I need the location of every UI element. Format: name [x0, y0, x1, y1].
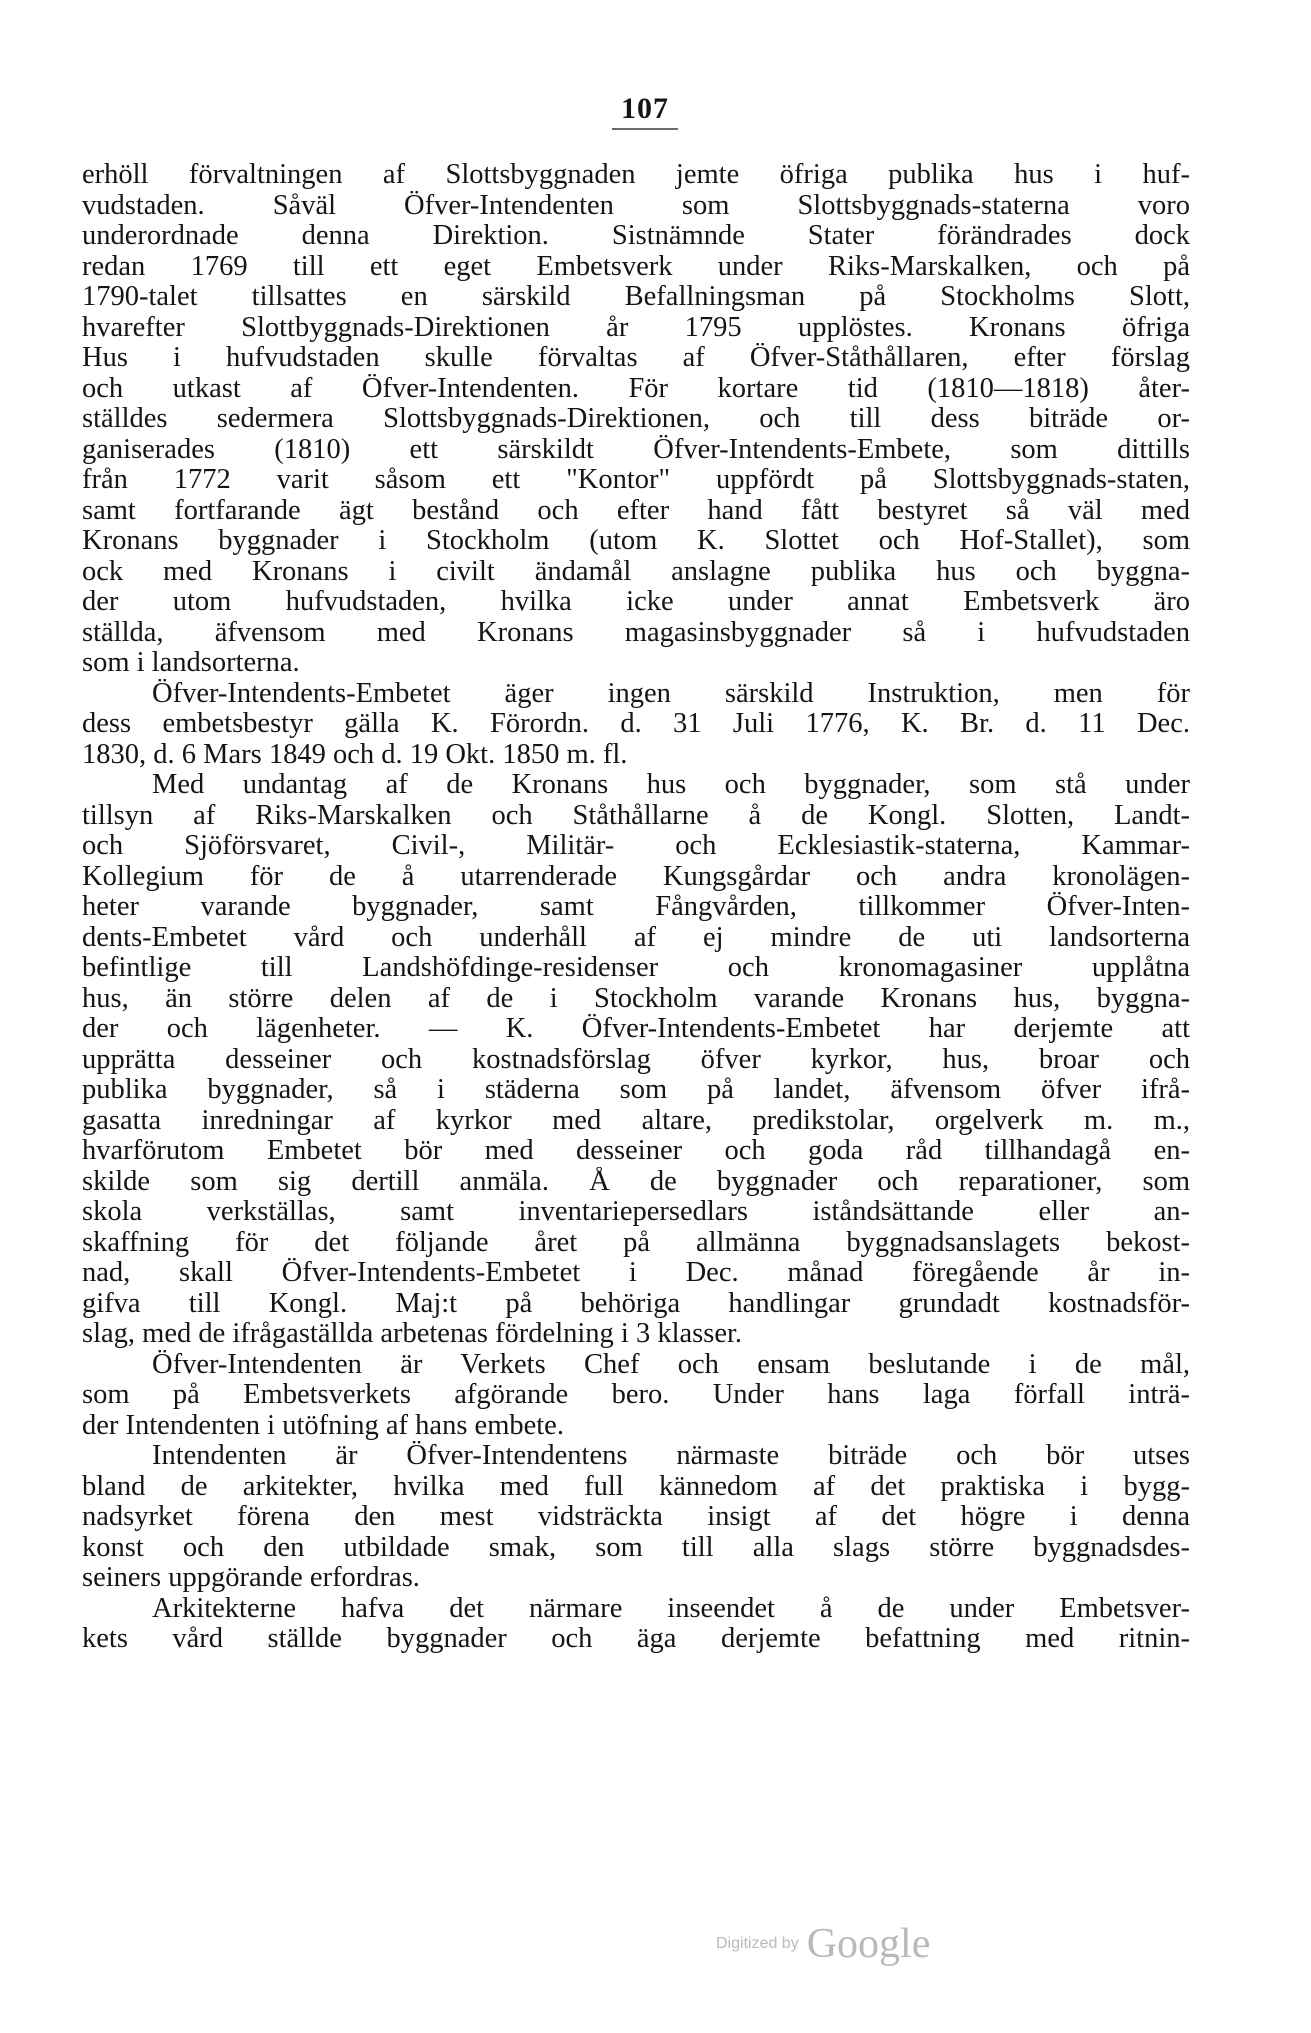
- page-number-rule: [612, 128, 678, 130]
- text-line: ställdes sedermera Slottsbyggnads-Direktionen, och till dess biträde or-: [82, 404, 1190, 434]
- text-line: Hus i hufvudstaden skulle förvaltas af Öfver-Ståthållaren, efter förslag: [82, 343, 1190, 373]
- text-line: gifva till Kongl. Maj:t på behöriga handlingar grundadt kostnadsför-: [82, 1288, 1190, 1319]
- text-line: nadsyrket förena den mest vidsträckta insigt af det högre i denna: [82, 1502, 1190, 1532]
- text-line: konst och den utbildade smak, som till alla slags större byggnadsdes-: [82, 1532, 1190, 1563]
- text-line: nad, skall Öfver-Intendents-Embetet i Dec. månad föregående år in-: [82, 1258, 1190, 1288]
- text-line: heter varande byggnader, samt Fångvården, tillkommer Öfver-Inten-: [82, 892, 1190, 922]
- text-line: underordnade denna Direktion. Sistnämnde Stater förändrades dock: [82, 221, 1190, 251]
- text-line: 1830, d. 6 Mars 1849 och d. 19 Okt. 1850 m. fl.: [82, 739, 628, 770]
- watermark-brand: Google: [806, 1921, 931, 1967]
- text-line: som i landsorterna.: [82, 648, 300, 678]
- text-line: seiners uppgörande erfordras.: [82, 1563, 420, 1593]
- text-line: hvarefter Slottbyggnads-Direktionen år 1795 upplöstes. Kronans öfriga: [82, 312, 1190, 343]
- text-line: kets vård ställde byggnader och äga derjemte befattning med ritnin-: [82, 1624, 1190, 1654]
- text-line: och Sjöförsvaret, Civil-, Militär- och Ecklesiastik-staterna, Kammar-: [82, 831, 1190, 861]
- text-line: Kronans byggnader i Stockholm (utom K. Slottet och Hof-Stallet), som: [82, 526, 1190, 556]
- text-line: skaffning för det följande året på allmänna byggnadsanslagets bekost-: [82, 1227, 1190, 1258]
- watermark-digitized-by: Digitized by: [716, 1935, 799, 1952]
- text-line: bland de arkitekter, hvilka med full kännedom af det praktiska i bygg-: [82, 1471, 1190, 1502]
- text-line: och utkast af Öfver-Intendenten. För kortare tid (1810—1818) åter-: [82, 373, 1190, 404]
- text-line: ställda, äfvensom med Kronans magasinsbyggnader så i hufvudstaden: [82, 617, 1190, 648]
- text-line: skilde som sig dertill anmäla. Å de byggnader och reparationer, som: [82, 1166, 1190, 1197]
- text-line: hus, än större delen af de i Stockholm varande Kronans hus, byggna-: [82, 983, 1190, 1014]
- text-line: hvarförutom Embetet bör med desseiner och goda råd tillhandagå en-: [82, 1136, 1190, 1166]
- text-line: 1790-talet tillsattes en särskild Befallningsman på Stockholms Slott,: [82, 282, 1190, 312]
- text-line: gasatta inredningar af kyrkor med altare, predikstolar, orgelverk m. m.,: [82, 1105, 1190, 1136]
- text-line: Kollegium för de å utarrenderade Kungsgårdar och andra kronolägen-: [82, 861, 1190, 892]
- text-line: Arkitekterne hafva det närmare inseendet å de under Embetsver-: [152, 1593, 1190, 1624]
- text-line: från 1772 varit såsom ett "Kontor" uppfördt på Slottsbyggnads-staten,: [82, 465, 1190, 495]
- body-text: [82, 160, 1190, 1655]
- page-number: 107: [621, 92, 669, 125]
- text-line: skola verkställas, samt inventariepersedlars iståndsättande eller an-: [82, 1197, 1190, 1227]
- text-line: tillsyn af Riks-Marskalken och Ståthållarne å de Kongl. Slotten, Landt-: [82, 800, 1190, 831]
- digitized-by-watermark: [716, 1920, 930, 1968]
- text-line: publika byggnader, så i städerna som på landet, äfvensom öfver ifrå-: [82, 1075, 1190, 1105]
- text-line: befintlige till Landshöfdinge-residenser och kronomagasiner upplåtna: [82, 953, 1190, 983]
- text-line: upprätta desseiner och kostnadsförslag öfver kyrkor, hus, broar och: [82, 1044, 1190, 1075]
- text-line: vudstaden. Såväl Öfver-Intendenten som Slottsbyggnads-staterna voro: [82, 190, 1190, 221]
- text-line: der Intendenten i utöfning af hans embete.: [82, 1410, 564, 1441]
- text-line: som på Embetsverkets afgörande bero. Under hans laga förfall inträ-: [82, 1380, 1190, 1410]
- text-line: dess embetsbestyr gälla K. Förordn. d. 31 Juli 1776, K. Br. d. 11 Dec.: [82, 709, 1190, 739]
- text-line: Intendenten är Öfver-Intendentens närmaste biträde och bör utses: [152, 1441, 1190, 1471]
- text-line: slag, med de ifrågaställda arbetenas fördelning i 3 klasser.: [82, 1319, 743, 1349]
- text-line: ganiserades (1810) ett särskildt Öfver-Intendents-Embete, som dittills: [82, 434, 1190, 465]
- text-line: der utom hufvudstaden, hvilka icke under annat Embetsverk äro: [82, 587, 1190, 617]
- text-line: redan 1769 till ett eget Embetsverk under Riks-Marskalken, och på: [82, 251, 1190, 282]
- text-line: Öfver-Intendenten är Verkets Chef och ensam beslutande i de mål,: [152, 1349, 1190, 1380]
- text-line: dents-Embetet vård och underhåll af ej mindre de uti landsorterna: [82, 922, 1190, 953]
- text-line: Öfver-Intendents-Embetet äger ingen särskild Instruktion, men för: [152, 678, 1190, 709]
- text-line: ock med Kronans i civilt ändamål anslagne publika hus och byggna-: [82, 556, 1190, 587]
- text-line: Med undantag af de Kronans hus och byggnader, som stå under: [152, 770, 1190, 800]
- text-line: erhöll förvaltningen af Slottsbyggnaden jemte öfriga publika hus i huf-: [82, 160, 1190, 190]
- text-line: samt fortfarande ägt bestånd och efter hand fått bestyret så väl med: [82, 495, 1190, 526]
- text-line: der och lägenheter. — K. Öfver-Intendents-Embetet har derjemte att: [82, 1014, 1190, 1044]
